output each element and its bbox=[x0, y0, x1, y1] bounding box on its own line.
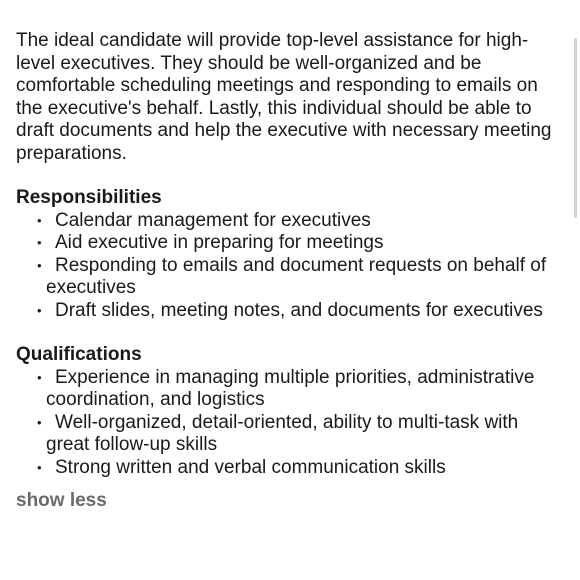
bullet-icon: • bbox=[37, 235, 42, 250]
list-item-text: Experience in managing multiple priorities, administrative coordination, and logistics bbox=[46, 366, 535, 410]
list-item-text: Responding to emails and document requests on behalf of executives bbox=[46, 254, 547, 298]
qualifications-list bbox=[16, 367, 564, 480]
bullet-icon: • bbox=[37, 257, 42, 273]
list-item-text: Draft slides, meeting notes, and documents for executives bbox=[55, 299, 543, 321]
list-item-text: Strong written and verbal communication skills bbox=[55, 456, 446, 478]
job-description bbox=[16, 30, 564, 513]
show-less-link[interactable]: show less bbox=[16, 490, 107, 511]
list-item bbox=[16, 457, 564, 480]
list-item bbox=[16, 367, 564, 412]
list-item-text: Calendar management for executives bbox=[55, 209, 371, 231]
responsibilities-heading: Responsibilities bbox=[16, 187, 162, 208]
responsibilities-list bbox=[16, 210, 564, 323]
list-item-text: Well-organized, detail-oriented, ability to multi-task with great follow-up skills bbox=[46, 411, 519, 455]
list-item bbox=[16, 300, 564, 323]
bullet-icon: • bbox=[37, 212, 42, 228]
bullet-icon: • bbox=[37, 459, 42, 475]
list-item bbox=[16, 210, 564, 233]
scrollbar[interactable] bbox=[574, 38, 577, 218]
list-item-text: Aid executive in preparing for meetings bbox=[55, 232, 384, 253]
list-item bbox=[16, 255, 564, 300]
bullet-icon: • bbox=[37, 369, 42, 385]
bullet-icon: • bbox=[37, 302, 42, 318]
list-item bbox=[16, 412, 564, 457]
intro-paragraph: The ideal candidate will provide top-level assistance for high-level executives. They should be well-organized and be comfortable scheduling meetings and responding to emails on the executive's behalf. Lastly, this individual should be able to draft documents and help the executive with necessary meeting preparations. bbox=[16, 30, 552, 164]
list-item bbox=[16, 232, 564, 255]
bullet-icon: • bbox=[37, 414, 42, 430]
qualifications-heading: Qualifications bbox=[16, 344, 142, 365]
